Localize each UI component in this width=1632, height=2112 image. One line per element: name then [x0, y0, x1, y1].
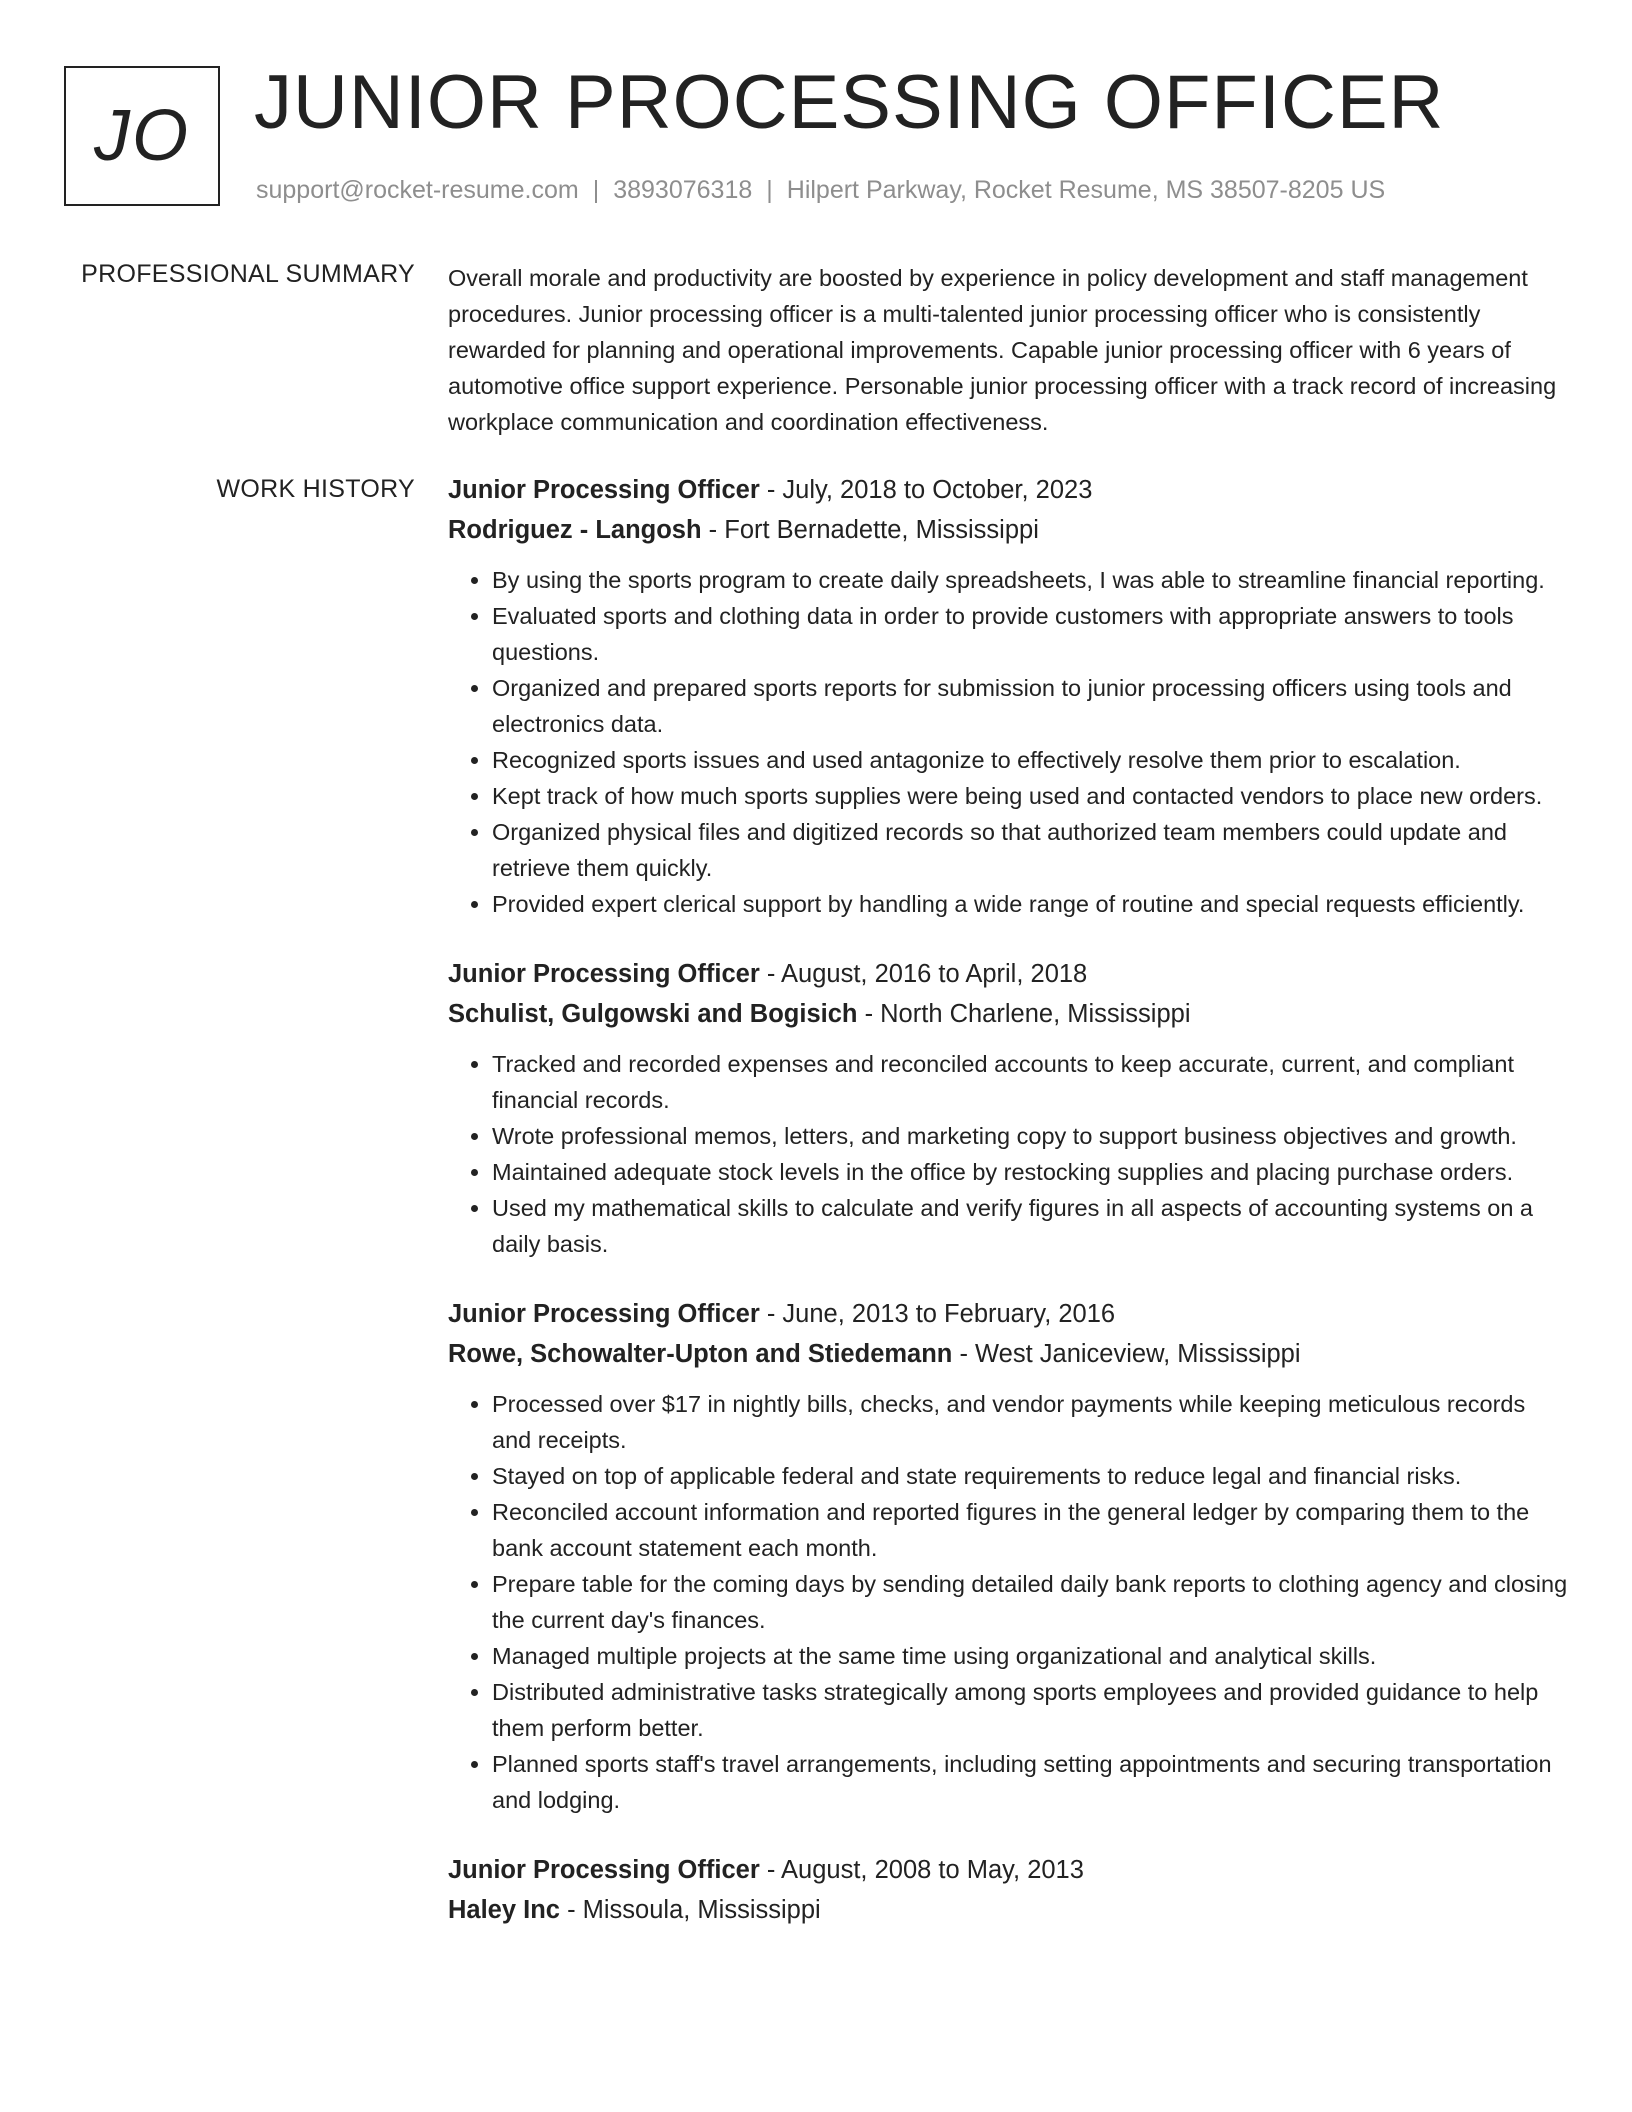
job-location: - Missoula, Mississippi	[559, 1896, 821, 1924]
job-bullet: • Distributed administrative tasks strategically among sports employees and provided guidance to help them perform better.	[492, 1674, 1568, 1746]
job-company: Schulist, Gulgowski and Bogisich	[448, 1000, 858, 1028]
job-entry	[448, 1850, 1568, 1930]
contact-address: Hilpert Parkway, Rocket Resume, MS 38507-8205 US	[786, 176, 1386, 204]
job-bullet: • Prepare table for the coming days by sending detailed daily bank reports to clothing agency and closing the current day's finances.	[492, 1566, 1568, 1638]
job-bullet: • Organized and prepared sports reports for submission to junior processing officers using tools and electronics data.	[492, 670, 1568, 742]
job-bullet-list	[448, 562, 1568, 922]
job-location: - West Janiceview, Mississippi	[952, 1340, 1301, 1368]
job-bullet: • Provided expert clerical support by handling a wide range of routine and special requests efficiently.	[492, 886, 1568, 922]
job-dates: - July, 2018 to October, 2023	[759, 476, 1093, 504]
job-title: Junior Processing Officer	[448, 1856, 760, 1884]
job-bullet: • Used my mathematical skills to calculate and verify figures in all aspects of accounting systems on a daily basis.	[492, 1190, 1568, 1262]
work-history-label: WORK HISTORY	[216, 475, 415, 503]
job-title-line	[448, 954, 1568, 994]
job-bullet: • Processed over $17 in nightly bills, checks, and vendor payments while keeping meticulous records and receipts.	[492, 1386, 1568, 1458]
monogram: JO	[64, 66, 220, 206]
contact-email: support@rocket-resume.com	[256, 176, 579, 204]
job-bullet: • Kept track of how much sports supplies were being used and contacted vendors to place new orders.	[492, 778, 1568, 814]
job-title: Junior Processing Officer	[448, 960, 760, 988]
job-dates: - August, 2008 to May, 2013	[759, 1856, 1084, 1884]
job-company-line	[448, 510, 1568, 550]
job-bullet: • Recognized sports issues and used antagonize to effectively resolve them prior to escalation.	[492, 742, 1568, 778]
job-location: - Fort Bernadette, Mississippi	[701, 516, 1039, 544]
job-title-line	[448, 1850, 1568, 1890]
job-entry	[448, 954, 1568, 1262]
summary-text: Overall morale and productivity are boosted by experience in policy development and staff management procedures. Junior processing officer is a multi-talented junior processing officer who is consistently rewarded for planning and operational improvements. Capable junior processing officer with 6 years of automotive office support experience. Personable junior processing officer with a track record of increasing workplace communication and coordination effectiveness.	[448, 265, 1557, 435]
job-bullet: • By using the sports program to create daily spreadsheets, I was able to streamline financial reporting.	[492, 562, 1568, 598]
job-bullet-list	[448, 1046, 1568, 1262]
contact-phone: 3893076318	[613, 176, 753, 204]
job-bullet: • Managed multiple projects at the same time using organizational and analytical skills.	[492, 1638, 1568, 1674]
job-company-line	[448, 1334, 1568, 1374]
job-title-line	[448, 1294, 1568, 1334]
job-bullet-list	[448, 1386, 1568, 1818]
job-bullet: • Planned sports staff's travel arrangements, including setting appointments and securing transportation and lodging.	[492, 1746, 1568, 1818]
job-company-line	[448, 1890, 1568, 1930]
contact-separator: |	[592, 176, 600, 204]
contact-line	[256, 176, 1385, 205]
job-title-line	[448, 470, 1568, 510]
job-bullet: • Wrote professional memos, letters, and marketing copy to support business objectives and growth.	[492, 1118, 1568, 1154]
job-entry	[448, 1294, 1568, 1818]
job-dates: - June, 2013 to February, 2016	[759, 1300, 1116, 1328]
job-company-line	[448, 994, 1568, 1034]
job-company: Rowe, Schowalter-Upton and Stiedemann	[448, 1340, 953, 1368]
job-title: Junior Processing Officer	[448, 476, 760, 504]
work-history-section	[448, 470, 1568, 1962]
job-bullet: • Reconciled account information and reported figures in the general ledger by comparing them to the bank account statement each month.	[492, 1494, 1568, 1566]
candidate-name: JUNIOR PROCESSING OFFICER	[254, 60, 1445, 145]
summary-label: PROFESSIONAL SUMMARY	[81, 260, 415, 288]
job-bullet: • Tracked and recorded expenses and reconciled accounts to keep accurate, current, and compliant financial records.	[492, 1046, 1568, 1118]
job-dates: - August, 2016 to April, 2018	[759, 960, 1088, 988]
job-bullet: • Maintained adequate stock levels in the office by restocking supplies and placing purchase orders.	[492, 1154, 1568, 1190]
job-entry	[448, 470, 1568, 922]
job-location: - North Charlene, Mississippi	[857, 1000, 1191, 1028]
job-bullet: • Stayed on top of applicable federal and state requirements to reduce legal and financial risks.	[492, 1458, 1568, 1494]
summary-section	[448, 260, 1568, 440]
job-title: Junior Processing Officer	[448, 1300, 760, 1328]
job-company: Haley Inc	[448, 1896, 560, 1924]
job-bullet: • Organized physical files and digitized records so that authorized team members could update and retrieve them quickly.	[492, 814, 1568, 886]
job-bullet: • Evaluated sports and clothing data in order to provide customers with appropriate answers to tools questions.	[492, 598, 1568, 670]
job-company: Rodriguez - Langosh	[448, 516, 702, 544]
contact-separator: |	[766, 176, 773, 204]
